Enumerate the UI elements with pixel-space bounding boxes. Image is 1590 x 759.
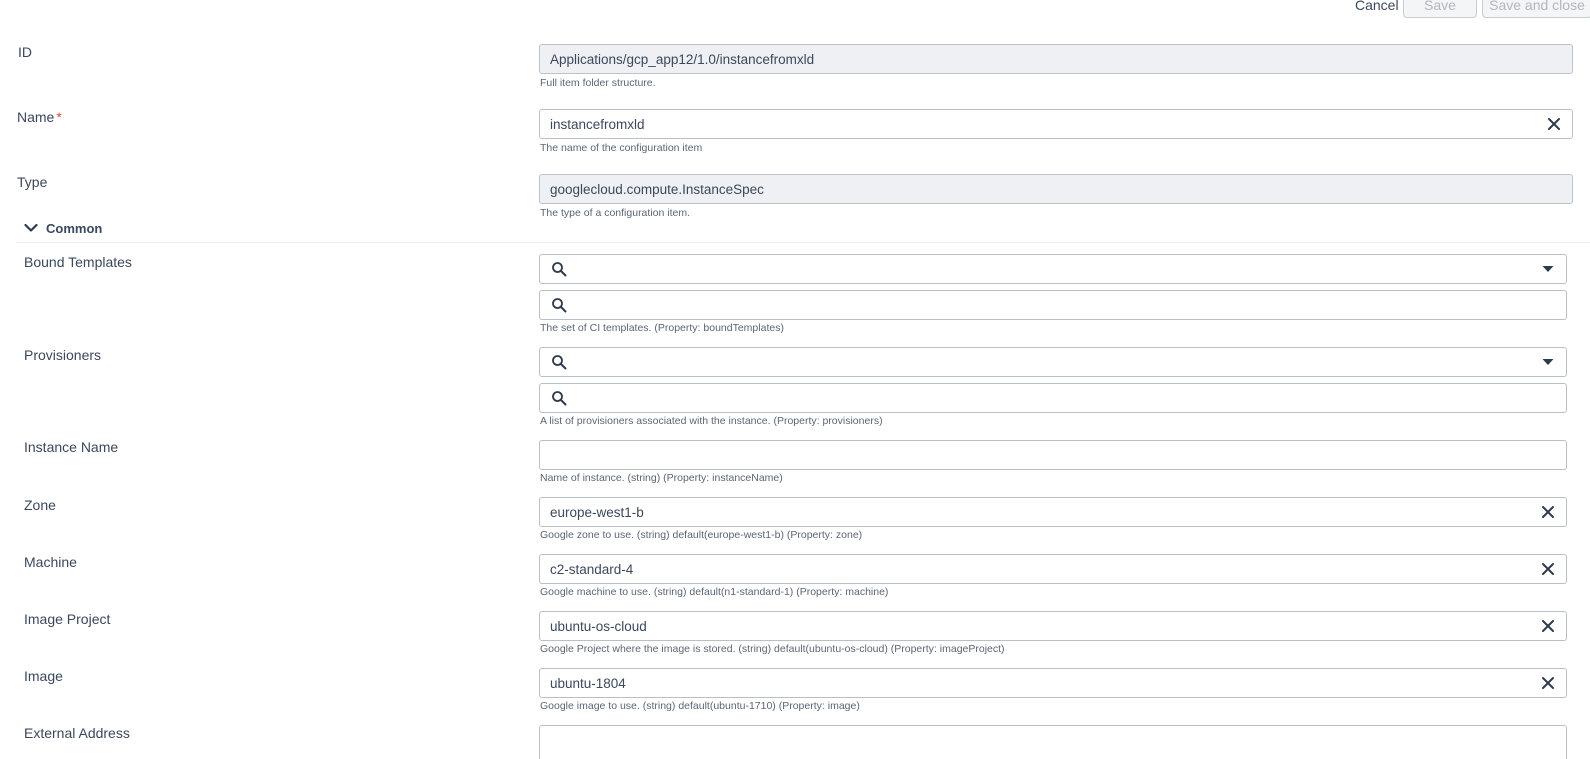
- id-field[interactable]: [539, 44, 1573, 74]
- zone-help: Google zone to use. (string) default(europe-west1-b) (Property: zone): [540, 529, 863, 541]
- image-project-field[interactable]: [539, 611, 1567, 641]
- instance-name-help: Name of instance. (string) (Property: instanceName): [540, 472, 783, 484]
- provisioners-select[interactable]: [539, 347, 1567, 377]
- provisioners-help: A list of provisioners associated with the instance. (Property: provisioners): [540, 415, 883, 427]
- name-value: instancefromxld: [550, 116, 645, 132]
- machine-field[interactable]: [539, 554, 1567, 584]
- close-icon[interactable]: [1542, 112, 1566, 136]
- required-mark: *: [56, 109, 62, 125]
- image-project-help: Google Project where the image is stored. (string) default(ubuntu-os-cloud) (Property: imageProject): [540, 643, 1005, 655]
- id-value: Applications/gcp_app12/1.0/instancefromxld: [550, 51, 815, 67]
- external-address-field[interactable]: [539, 725, 1567, 759]
- type-field[interactable]: [539, 174, 1573, 204]
- image-label: Image: [24, 668, 63, 684]
- bound-templates-label: Bound Templates: [24, 254, 132, 270]
- close-icon[interactable]: [1536, 671, 1560, 695]
- search-icon: [548, 351, 570, 373]
- search-icon: [548, 258, 570, 280]
- machine-value: c2-standard-4: [550, 561, 634, 577]
- bound-templates-select[interactable]: [539, 254, 1567, 284]
- image-value: ubuntu-1804: [550, 675, 626, 691]
- section-divider: [16, 242, 1590, 243]
- bound-templates-search[interactable]: [539, 290, 1567, 320]
- type-help: The type of a configuration item.: [540, 207, 690, 219]
- chevron-down-icon: [24, 220, 40, 236]
- caret-down-icon[interactable]: [1536, 257, 1560, 281]
- provisioners-search[interactable]: [539, 383, 1567, 413]
- type-label: Type: [17, 174, 48, 190]
- name-field[interactable]: [539, 109, 1573, 139]
- id-help: Full item folder structure.: [540, 77, 656, 89]
- close-icon[interactable]: [1536, 557, 1560, 581]
- external-address-label: External Address: [24, 725, 130, 741]
- bound-templates-help: The set of CI templates. (Property: boundTemplates): [540, 322, 784, 334]
- zone-label: Zone: [24, 497, 56, 513]
- save-button[interactable]: [1403, 0, 1477, 18]
- save-and-close-button[interactable]: [1482, 0, 1590, 18]
- type-value: googlecloud.compute.InstanceSpec: [550, 181, 764, 197]
- image-project-label: Image Project: [24, 611, 111, 627]
- image-help: Google image to use. (string) default(ubuntu-1710) (Property: image): [540, 700, 860, 712]
- caret-down-icon[interactable]: [1536, 350, 1560, 374]
- name-help: The name of the configuration item: [540, 142, 703, 154]
- save-button-label: Save: [1424, 0, 1456, 13]
- search-icon: [548, 387, 570, 409]
- zone-value: europe-west1-b: [550, 504, 644, 520]
- zone-field[interactable]: [539, 497, 1567, 527]
- image-field[interactable]: [539, 668, 1567, 698]
- id-label: ID: [18, 44, 32, 60]
- section-common-toggle[interactable]: [24, 220, 102, 236]
- name-label-text: Name: [17, 109, 55, 125]
- instance-name-field[interactable]: [539, 440, 1567, 470]
- image-project-value: ubuntu-os-cloud: [550, 618, 647, 634]
- machine-help: Google machine to use. (string) default(n1-standard-1) (Property: machine): [540, 586, 889, 598]
- cancel-button[interactable]: Cancel: [1355, 0, 1399, 13]
- search-icon: [548, 294, 570, 316]
- save-and-close-button-label: Save and close: [1489, 0, 1585, 13]
- instance-name-label: Instance Name: [24, 439, 119, 455]
- machine-label: Machine: [24, 554, 77, 570]
- name-label: [17, 109, 62, 125]
- provisioners-label: Provisioners: [24, 347, 102, 363]
- section-title: Common: [46, 220, 103, 236]
- close-icon[interactable]: [1536, 614, 1560, 638]
- close-icon[interactable]: [1536, 500, 1560, 524]
